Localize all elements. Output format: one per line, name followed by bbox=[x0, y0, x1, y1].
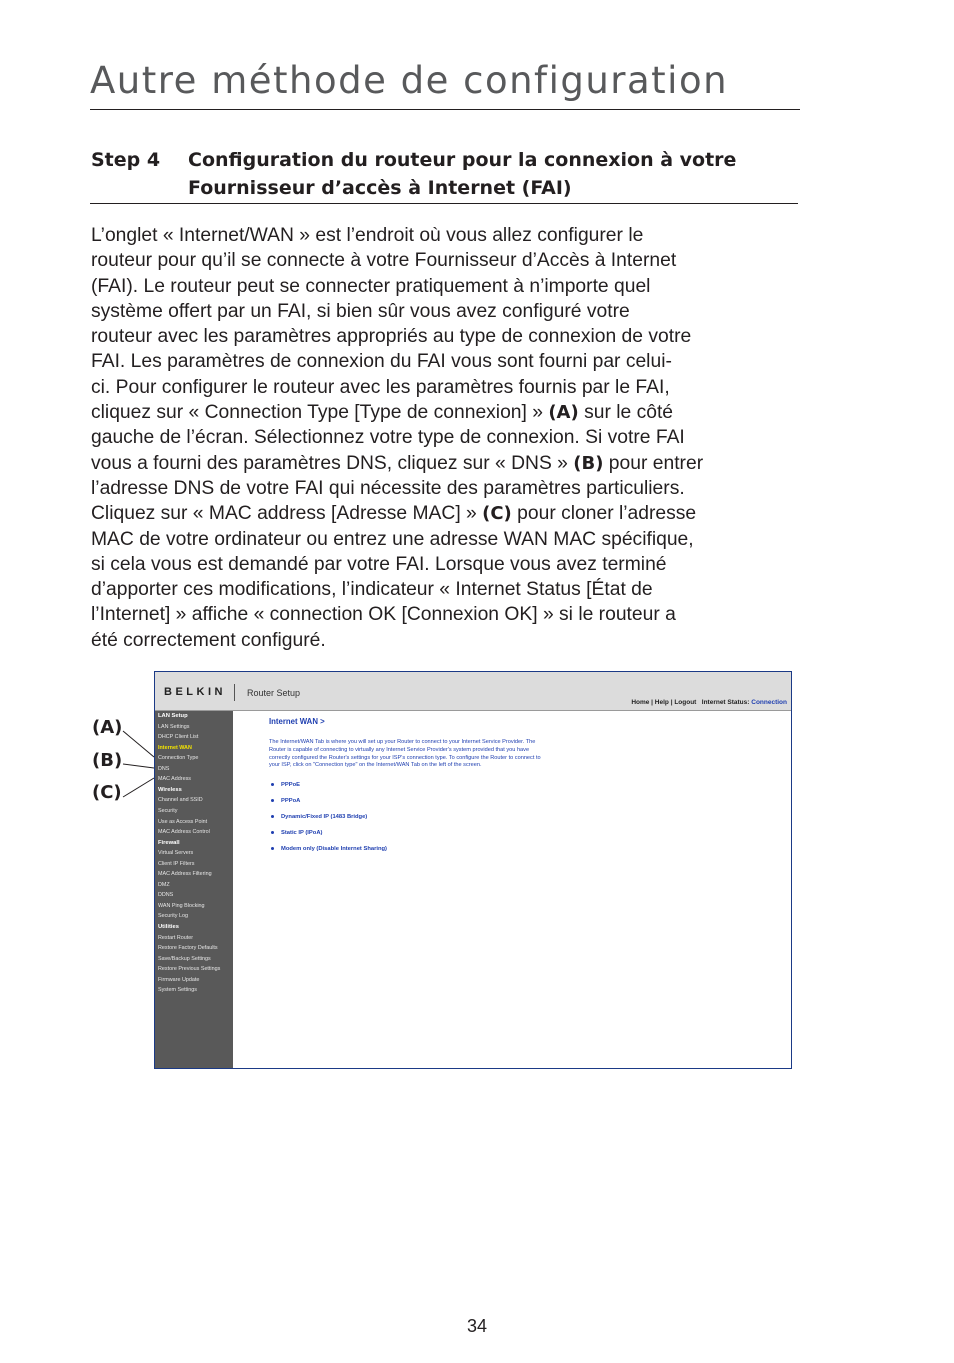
page-number: 34 bbox=[466, 1316, 488, 1336]
bullet-icon bbox=[271, 815, 274, 818]
body-text-segment: cliquez sur « Connection Type [Type de connexion] » bbox=[91, 402, 549, 424]
body-line: routeur pour qu’il se connecte à votre Fournisseur d’Accès à Internet bbox=[91, 250, 677, 272]
sidebar-item[interactable]: Internet WAN bbox=[158, 744, 192, 751]
body-paragraph bbox=[91, 223, 811, 653]
leader-line-a bbox=[123, 731, 154, 757]
description-line: The Internet/WAN Tab is where you will set up your Router to connect to your Internet Service Provider. The bbox=[269, 739, 536, 745]
sidebar-nav bbox=[155, 711, 233, 1068]
sidebar-item[interactable]: Restore Factory Defaults bbox=[158, 945, 218, 952]
sidebar-item[interactable]: Security bbox=[158, 807, 178, 814]
description-line: your ISP, click on "Connection type" on the Internet/WAN Tab on the left of the screen. bbox=[269, 762, 482, 769]
top-links bbox=[631, 699, 787, 706]
bullet-icon bbox=[271, 799, 274, 802]
nav-links[interactable]: Home | Help | Logout bbox=[631, 699, 697, 706]
sidebar-item[interactable]: Client IP Filters bbox=[158, 860, 195, 867]
connection-type-option[interactable] bbox=[271, 846, 387, 852]
sidebar-section-heading: LAN Setup bbox=[158, 713, 188, 719]
body-line: (FAI). Le routeur peut se connecter pratiquement à n’importe quel bbox=[91, 275, 651, 297]
sidebar-item[interactable]: DHCP Client List bbox=[158, 734, 199, 741]
title-divider bbox=[90, 109, 800, 110]
body-line bbox=[91, 501, 811, 526]
sidebar-item[interactable]: Channel and SSID bbox=[158, 797, 203, 804]
logo-divider bbox=[234, 684, 235, 701]
connection-type-label: Modem only (Disable Internet Sharing) bbox=[281, 846, 387, 852]
callout-a: (A) bbox=[92, 717, 123, 738]
bullet-icon bbox=[271, 847, 274, 850]
connection-type-label: Dynamic/Fixed IP (1483 Bridge) bbox=[281, 814, 368, 820]
leader-line-c bbox=[123, 778, 154, 797]
sidebar-item[interactable]: Security Log bbox=[158, 913, 188, 920]
body-line: FAI. Les paramètres de connexion du FAI vous sont fourni par celui- bbox=[91, 351, 672, 373]
callout-reference: (B) bbox=[573, 452, 604, 474]
internet-status-value: Connection bbox=[751, 699, 787, 706]
sidebar-item[interactable]: DMZ bbox=[158, 881, 170, 888]
body-line bbox=[91, 451, 811, 476]
step-divider bbox=[90, 203, 798, 204]
sidebar-section-heading: Wireless bbox=[158, 786, 182, 793]
content-title: Internet WAN > bbox=[269, 717, 325, 726]
sidebar-item[interactable]: Virtual Servers bbox=[158, 850, 194, 857]
body-line: routeur avec les paramètres appropriés au type de connexion de votre bbox=[91, 326, 692, 348]
sidebar-item[interactable]: MAC Address bbox=[158, 776, 191, 783]
connection-type-option[interactable] bbox=[271, 830, 322, 836]
sidebar-item[interactable]: Use as Access Point bbox=[158, 818, 208, 825]
step-heading-line: Configuration du routeur pour la connexion à votre bbox=[188, 149, 737, 171]
connection-type-label: PPPoA bbox=[281, 798, 301, 804]
body-line: d’apporter ces modifications, l’indicateur « Internet Status [État de bbox=[91, 579, 653, 601]
sidebar-item[interactable]: Restart Router bbox=[158, 934, 194, 941]
sidebar-section-heading: Firewall bbox=[158, 839, 180, 846]
page-title: Autre méthode de configuration bbox=[90, 59, 729, 102]
sidebar-item[interactable]: Firmware Update bbox=[158, 976, 200, 983]
body-line: gauche de l’écran. Sélectionnez votre type de connexion. Si votre FAI bbox=[91, 427, 685, 449]
description-line: correctly configured the Router's settings for your ISP's connection type. To configure the Router to connect to bbox=[269, 754, 541, 761]
sidebar-item[interactable]: DNS bbox=[158, 765, 170, 772]
connection-type-option[interactable] bbox=[271, 782, 300, 788]
connection-type-option[interactable] bbox=[271, 814, 367, 820]
internet-status-label: Internet Status: bbox=[701, 699, 750, 706]
connection-type-label: PPPoE bbox=[281, 782, 301, 788]
body-line: ci. Pour configurer le routeur avec les paramètres fournis par le FAI, bbox=[91, 376, 670, 398]
sidebar-item[interactable]: WAN Ping Blocking bbox=[158, 902, 205, 909]
body-line: l’adresse DNS de votre FAI qui nécessite des paramètres particuliers. bbox=[91, 477, 685, 499]
body-line: si cela vous est demandé par votre FAI. Lorsque vous avez terminé bbox=[91, 553, 667, 575]
step-heading-line: Fournisseur d’accès à Internet (FAI) bbox=[188, 177, 572, 199]
sidebar-item[interactable]: DDNS bbox=[158, 892, 174, 899]
body-line bbox=[91, 400, 811, 425]
sidebar-item[interactable]: System Settings bbox=[158, 987, 197, 994]
bullet-icon bbox=[271, 783, 274, 786]
body-text-segment: vous a fourni des paramètres DNS, cliquez sur « DNS » bbox=[91, 452, 574, 474]
app-title: Router Setup bbox=[247, 688, 301, 698]
step-label: Step 4 bbox=[91, 149, 161, 171]
content-description bbox=[269, 739, 609, 770]
description-line: Router is capable of connecting to virtually any Internet Service Provider's system provided that you have bbox=[269, 746, 530, 753]
body-line: système offert par un FAI, si bien sûr vous avez configuré votre bbox=[91, 300, 630, 322]
sidebar-item[interactable]: MAC Address Control bbox=[158, 829, 210, 836]
step-heading bbox=[188, 146, 736, 202]
sidebar-item[interactable]: LAN Settings bbox=[158, 723, 190, 730]
body-line: été correctement configuré. bbox=[91, 629, 326, 651]
body-text-segment: sur le côté bbox=[578, 402, 674, 424]
sidebar-item[interactable]: Restore Previous Settings bbox=[158, 966, 221, 973]
connection-type-option[interactable] bbox=[271, 798, 300, 804]
body-text-segment: pour entrer bbox=[603, 452, 704, 474]
router-setup-screenshot bbox=[154, 671, 792, 1069]
callout-b: (B) bbox=[92, 750, 123, 771]
screenshot-header bbox=[155, 672, 791, 711]
sidebar-section-heading: Utilities bbox=[158, 924, 179, 930]
sidebar-item[interactable]: Save/Backup Settings bbox=[158, 955, 211, 962]
sidebar-item[interactable]: MAC Address Filtering bbox=[158, 871, 212, 878]
body-line: MAC de votre ordinateur ou entrez une adresse WAN MAC spécifique, bbox=[91, 528, 694, 550]
leader-line-b bbox=[123, 764, 154, 768]
body-text-segment: pour cloner l’adresse bbox=[511, 503, 697, 525]
body-text-segment: Cliquez sur « MAC address [Adresse MAC] » bbox=[91, 503, 483, 525]
belkin-logo: BELKIN bbox=[164, 686, 226, 698]
bullet-icon bbox=[271, 831, 274, 834]
callout-reference: (C) bbox=[482, 503, 512, 525]
callout-c: (C) bbox=[92, 782, 122, 803]
sidebar-item[interactable]: Connection Type bbox=[158, 755, 199, 762]
body-line: L’onglet « Internet/WAN » est l’endroit où vous allez configurer le bbox=[91, 225, 644, 246]
body-line: l’Internet] » affiche « connection OK [Connexion OK] » si le routeur a bbox=[91, 604, 676, 626]
callout-reference: (A) bbox=[548, 402, 579, 424]
connection-type-label: Static IP (IPoA) bbox=[281, 830, 323, 836]
